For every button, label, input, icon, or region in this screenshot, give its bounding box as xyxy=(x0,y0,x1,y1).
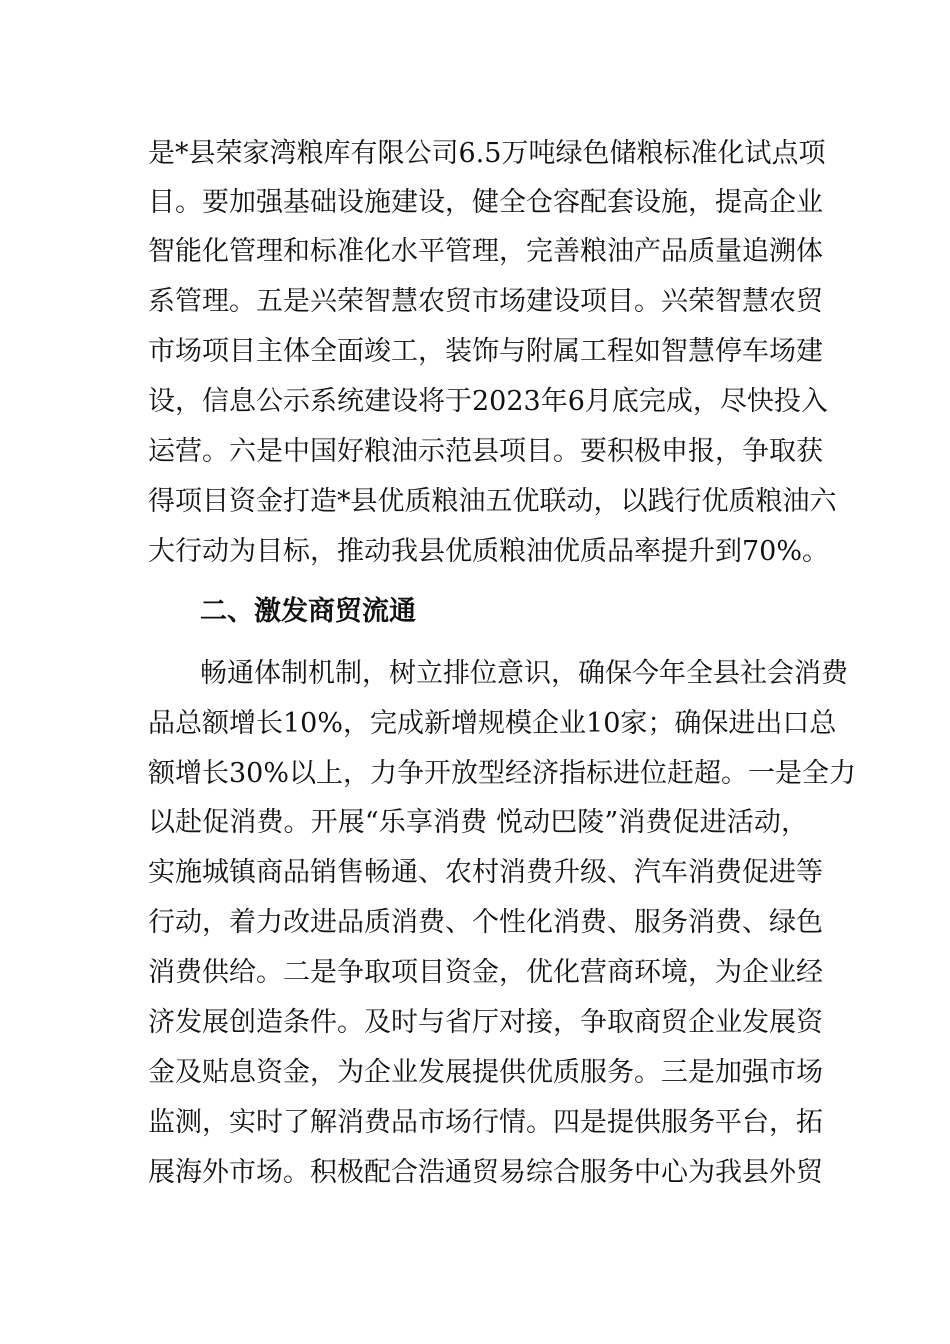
paragraph-line: 市场项目主体全面竣工，装饰与附属工程如智慧停车场建 xyxy=(148,336,823,367)
paragraph-line: 畅通体制机制，树立排位意识，确保今年全县社会消费 xyxy=(200,658,848,689)
paragraph-line: 实施城镇商品销售畅通、农村消费升级、汽车消费促进等 xyxy=(148,857,823,888)
paragraph-line: 行动，着力改进品质消费、个性化消费、服务消费、绿色 xyxy=(148,907,823,938)
paragraph-line: 得项目资金打造*县优质粮油五优联动，以践行优质粮油六 xyxy=(148,486,837,517)
paragraph-line: 设，信息公示系统建设将于2023年6月底完成，尽快投入 xyxy=(148,386,828,417)
paragraph-line: 消费供给。二是争取项目资金，优化营商环境，为企业经 xyxy=(148,957,823,988)
paragraph-line: 是*县荣家湾粮库有限公司6.5万吨绿色储粮标准化试点项 xyxy=(148,138,826,169)
paragraph-line: 济发展创造条件。及时与省厅对接，争取商贸企业发展资 xyxy=(148,1007,823,1038)
paragraph-line: 智能化管理和标准化水平管理，完善粮油产品质量追溯体 xyxy=(148,236,823,267)
paragraph-line: 展海外市场。积极配合浩通贸易综合服务中心为我县外贸 xyxy=(148,1157,823,1188)
paragraph-line: 运营。六是中国好粮油示范县项目。要积极申报，争取获 xyxy=(148,436,823,467)
paragraph-line: 品总额增长10%，完成新增规模企业10家；确保进出口总 xyxy=(148,708,837,739)
paragraph-line: 额增长30%以上，力争开放型经济指标进位赶超。一是全力 xyxy=(148,758,857,789)
paragraph-line: 大行动为目标，推动我县优质粮油优质品率提升到70%。 xyxy=(148,536,830,567)
paragraph-line: 以赴促消费。开展“乐享消费 悦动巴陵”消费促进活动， xyxy=(148,807,808,838)
section-heading: 二、激发商贸流通 xyxy=(200,596,416,627)
paragraph-line: 目。要加强基础设施建设，健全仓容配套设施，提高企业 xyxy=(148,187,823,218)
paragraph-line: 系管理。五是兴荣智慧农贸市场建设项目。兴荣智慧农贸 xyxy=(148,286,823,317)
paragraph-line: 监测，实时了解消费品市场行情。四是提供服务平台，拓 xyxy=(148,1107,823,1138)
paragraph-line: 金及贴息资金，为企业发展提供优质服务。三是加强市场 xyxy=(148,1057,823,1088)
